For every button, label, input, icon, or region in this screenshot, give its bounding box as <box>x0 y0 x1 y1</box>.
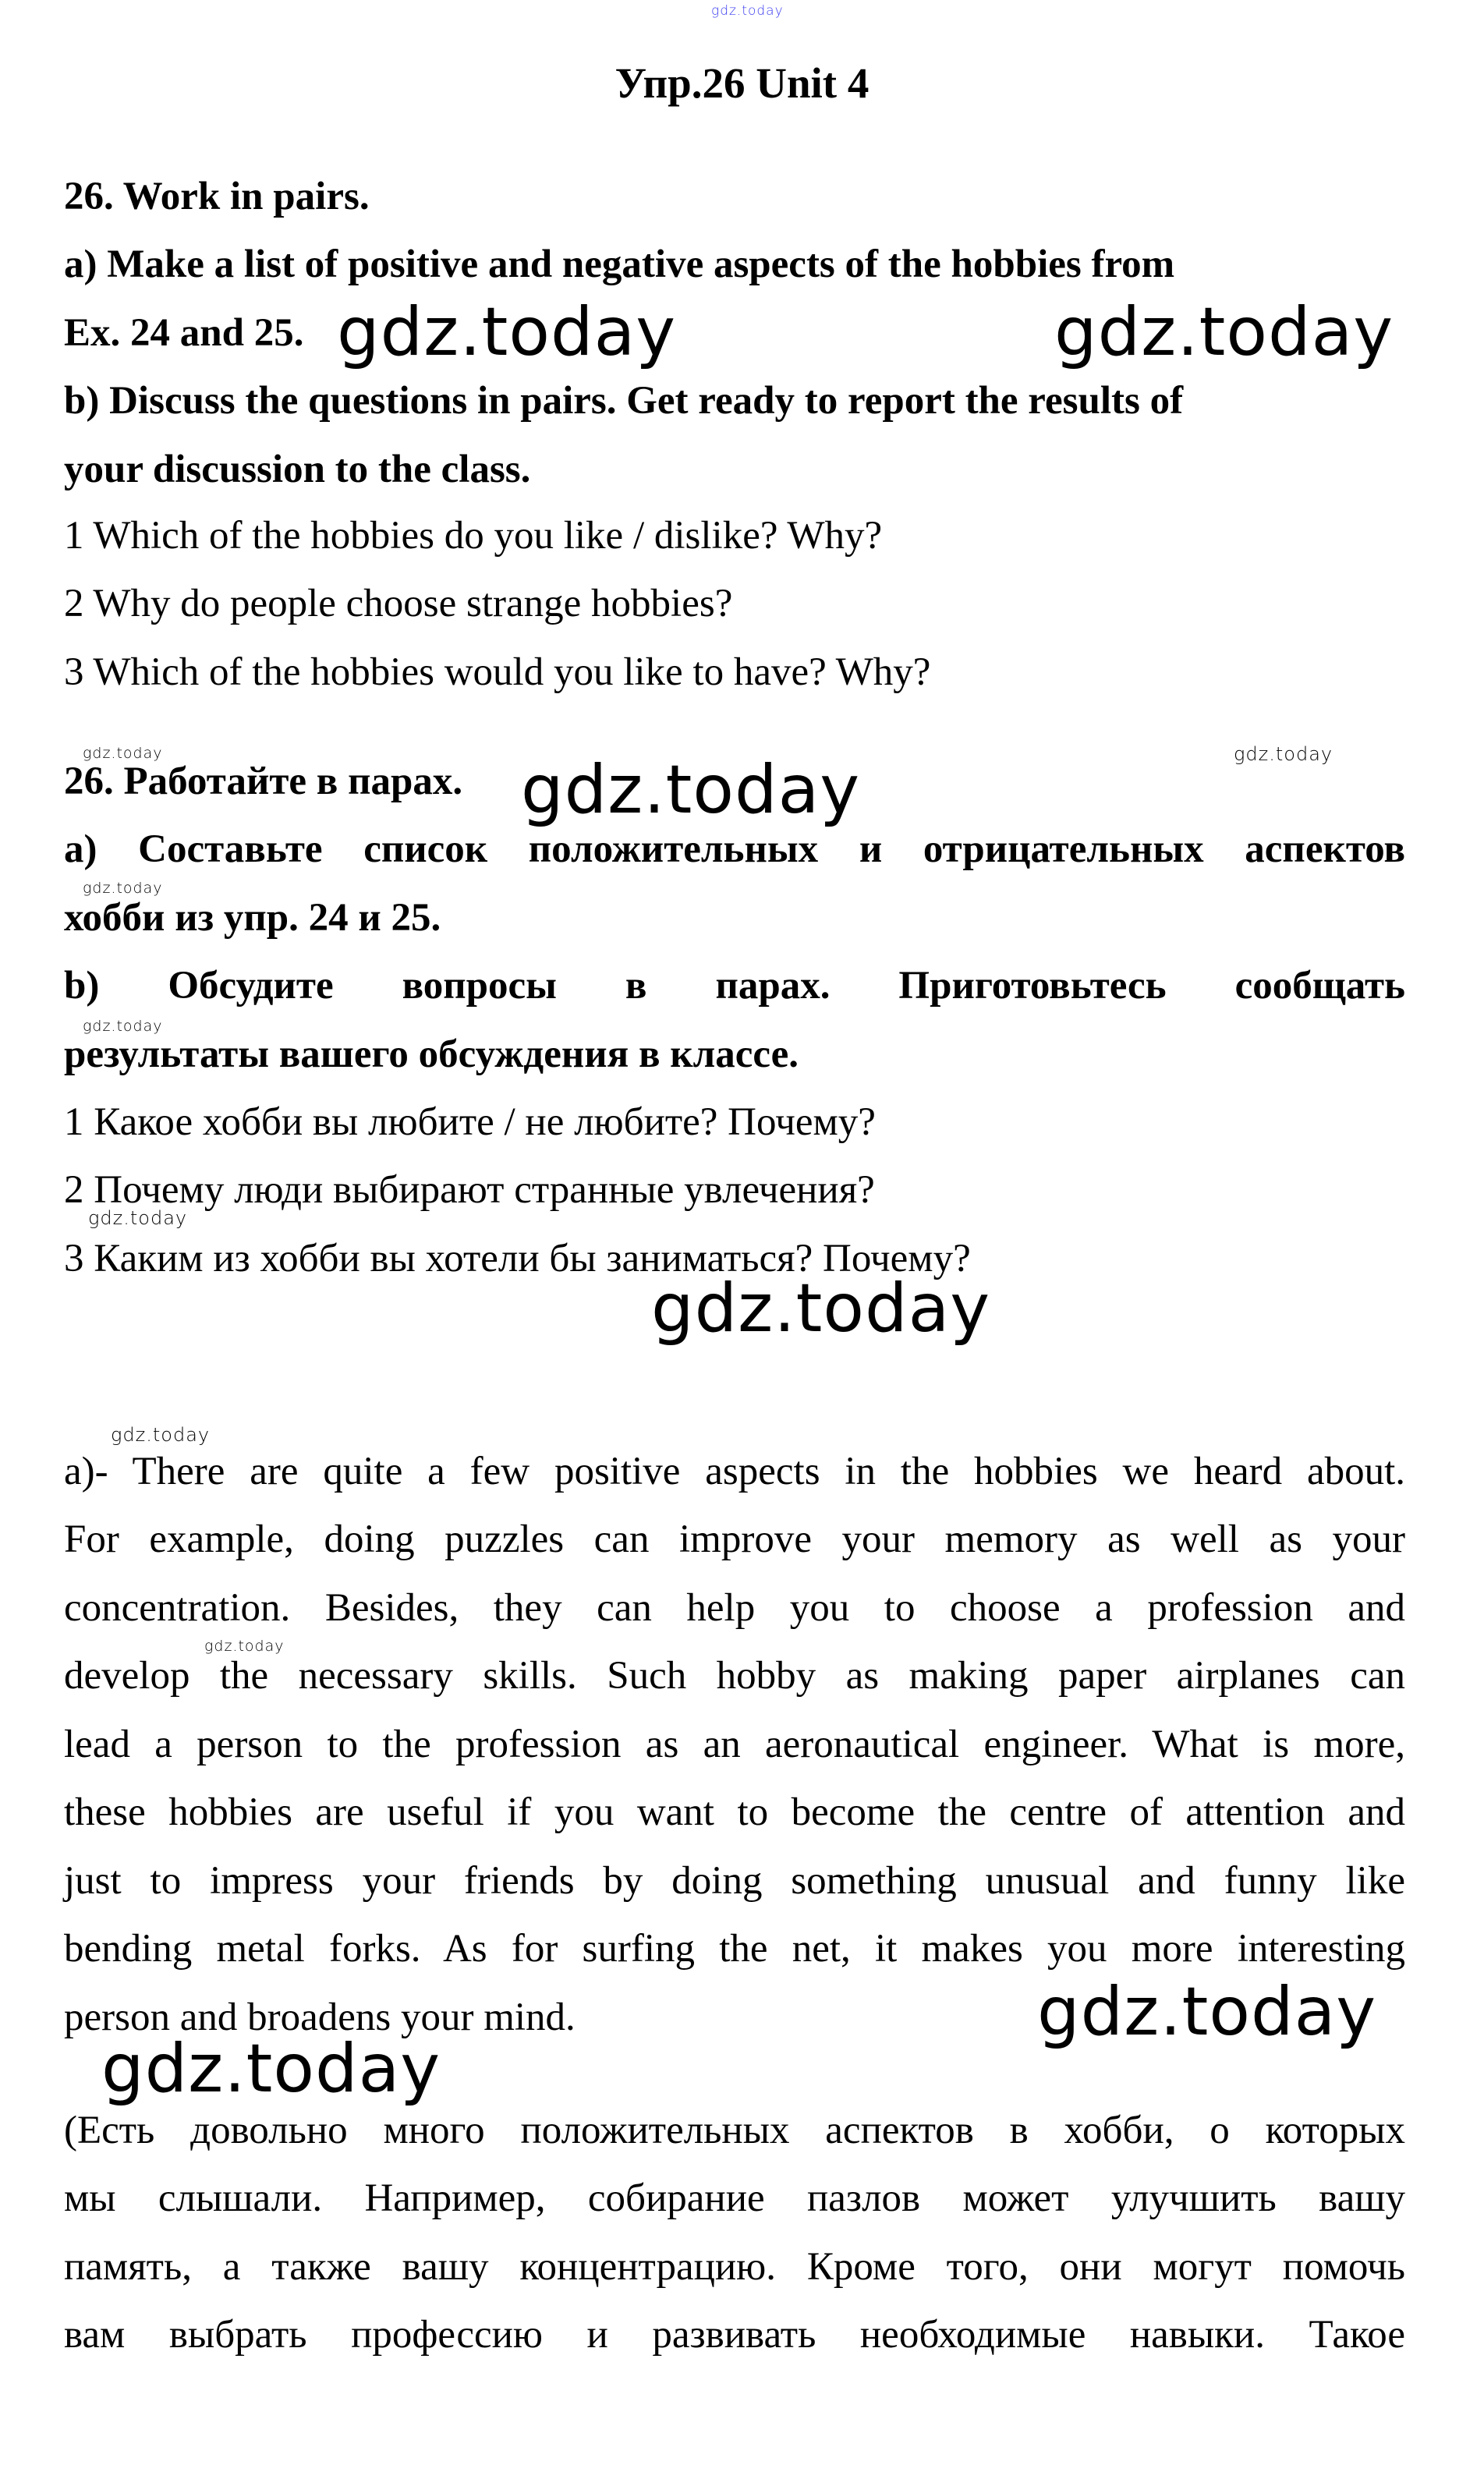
watermark: gdz.today <box>1054 293 1394 371</box>
watermark: gdz.today <box>83 1018 163 1035</box>
answer-ru-line-4: вам выбрать профессию и развивать необходимые навыки. Такое <box>64 2313 1405 2357</box>
answer-en-line-9: person and broadens your mind. <box>64 1996 576 2039</box>
task-part-b-ru-line-2: результаты вашего обсуждения в классе. <box>64 1032 799 1076</box>
watermark: gdz.today <box>83 745 163 762</box>
task-heading-ru: 26. Работайте в парах. <box>64 760 463 803</box>
watermark: gdz.today <box>521 751 861 829</box>
watermark: gdz.today <box>651 1270 991 1348</box>
question-en-3: 3 Which of the hobbies would you like to have? Why? <box>64 650 931 694</box>
task-part-a-ru-line-2: хобби из упр. 24 и 25. <box>64 896 441 940</box>
page-title: Упр.26 Unit 4 <box>614 59 870 107</box>
task-part-a-en-line-1: a) Make a list of positive and negative aspects of the hobbies from <box>64 243 1175 286</box>
task-part-a-en-line-2: Ex. 24 and 25. <box>64 311 304 355</box>
task-part-b-ru-line-1: b) Обсудите вопросы в парах. Приготовьтесь сообщать <box>64 964 1405 1008</box>
watermark: gdz.today <box>1037 1973 1377 2051</box>
question-ru-3: 3 Каким из хобби вы хотели бы заниматься? Почему? <box>64 1237 971 1280</box>
answer-ru-line-3: память, а также вашу концентрацию. Кроме того, они могут помочь <box>64 2245 1405 2289</box>
watermark: gdz.today <box>204 1638 285 1655</box>
answer-ru-line-1: (Есть довольно много положительных аспектов в хобби, о которых <box>64 2109 1405 2152</box>
top-watermark: gdz.today <box>711 3 784 19</box>
task-part-a-ru-line-1: а) Составьте список положительных и отрицательных аспектов <box>64 827 1405 871</box>
task-part-b-en-line-1: b) Discuss the questions in pairs. Get ready to report the results of <box>64 379 1184 423</box>
watermark: gdz.today <box>83 880 163 897</box>
watermark: gdz.today <box>101 2030 441 2108</box>
question-ru-2: 2 Почему люди выбирают странные увлечения? <box>64 1168 875 1212</box>
answer-en-line-1: a)- There are quite a few positive aspects in the hobbies we heard about. <box>64 1450 1405 1493</box>
answer-en-line-3: concentration. Besides, they can help you to choose a profession and <box>64 1586 1405 1630</box>
answer-en-line-8: bending metal forks. As for surfing the net, it makes you more interesting <box>64 1927 1405 1971</box>
watermark: gdz.today <box>111 1424 211 1446</box>
answer-ru-line-2: мы слышали. Например, собирание пазлов может улучшить вашу <box>64 2176 1405 2220</box>
answer-en-line-6: these hobbies are useful if you want to become the centre of attention and <box>64 1790 1405 1834</box>
answer-en-line-2: For example, doing puzzles can improve your memory as well as your <box>64 1518 1405 1561</box>
watermark: gdz.today <box>88 1207 188 1229</box>
watermark: gdz.today <box>337 293 677 371</box>
answer-en-line-7: just to impress your friends by doing something unusual and funny like <box>64 1859 1405 1903</box>
answer-en-line-4: develop the necessary skills. Such hobby as making paper airplanes can <box>64 1654 1405 1698</box>
question-en-2: 2 Why do people choose strange hobbies? <box>64 582 733 625</box>
answer-en-line-5: lead a person to the profession as an aeronautical engineer. What is more, <box>64 1723 1405 1766</box>
task-part-b-en-line-2: your discussion to the class. <box>64 448 531 491</box>
question-ru-1: 1 Какое хобби вы любите / не любите? Почему? <box>64 1100 876 1144</box>
task-heading-en: 26. Work in pairs. <box>64 175 370 218</box>
watermark: gdz.today <box>1234 743 1333 765</box>
question-en-1: 1 Which of the hobbies do you like / dislike? Why? <box>64 514 883 558</box>
